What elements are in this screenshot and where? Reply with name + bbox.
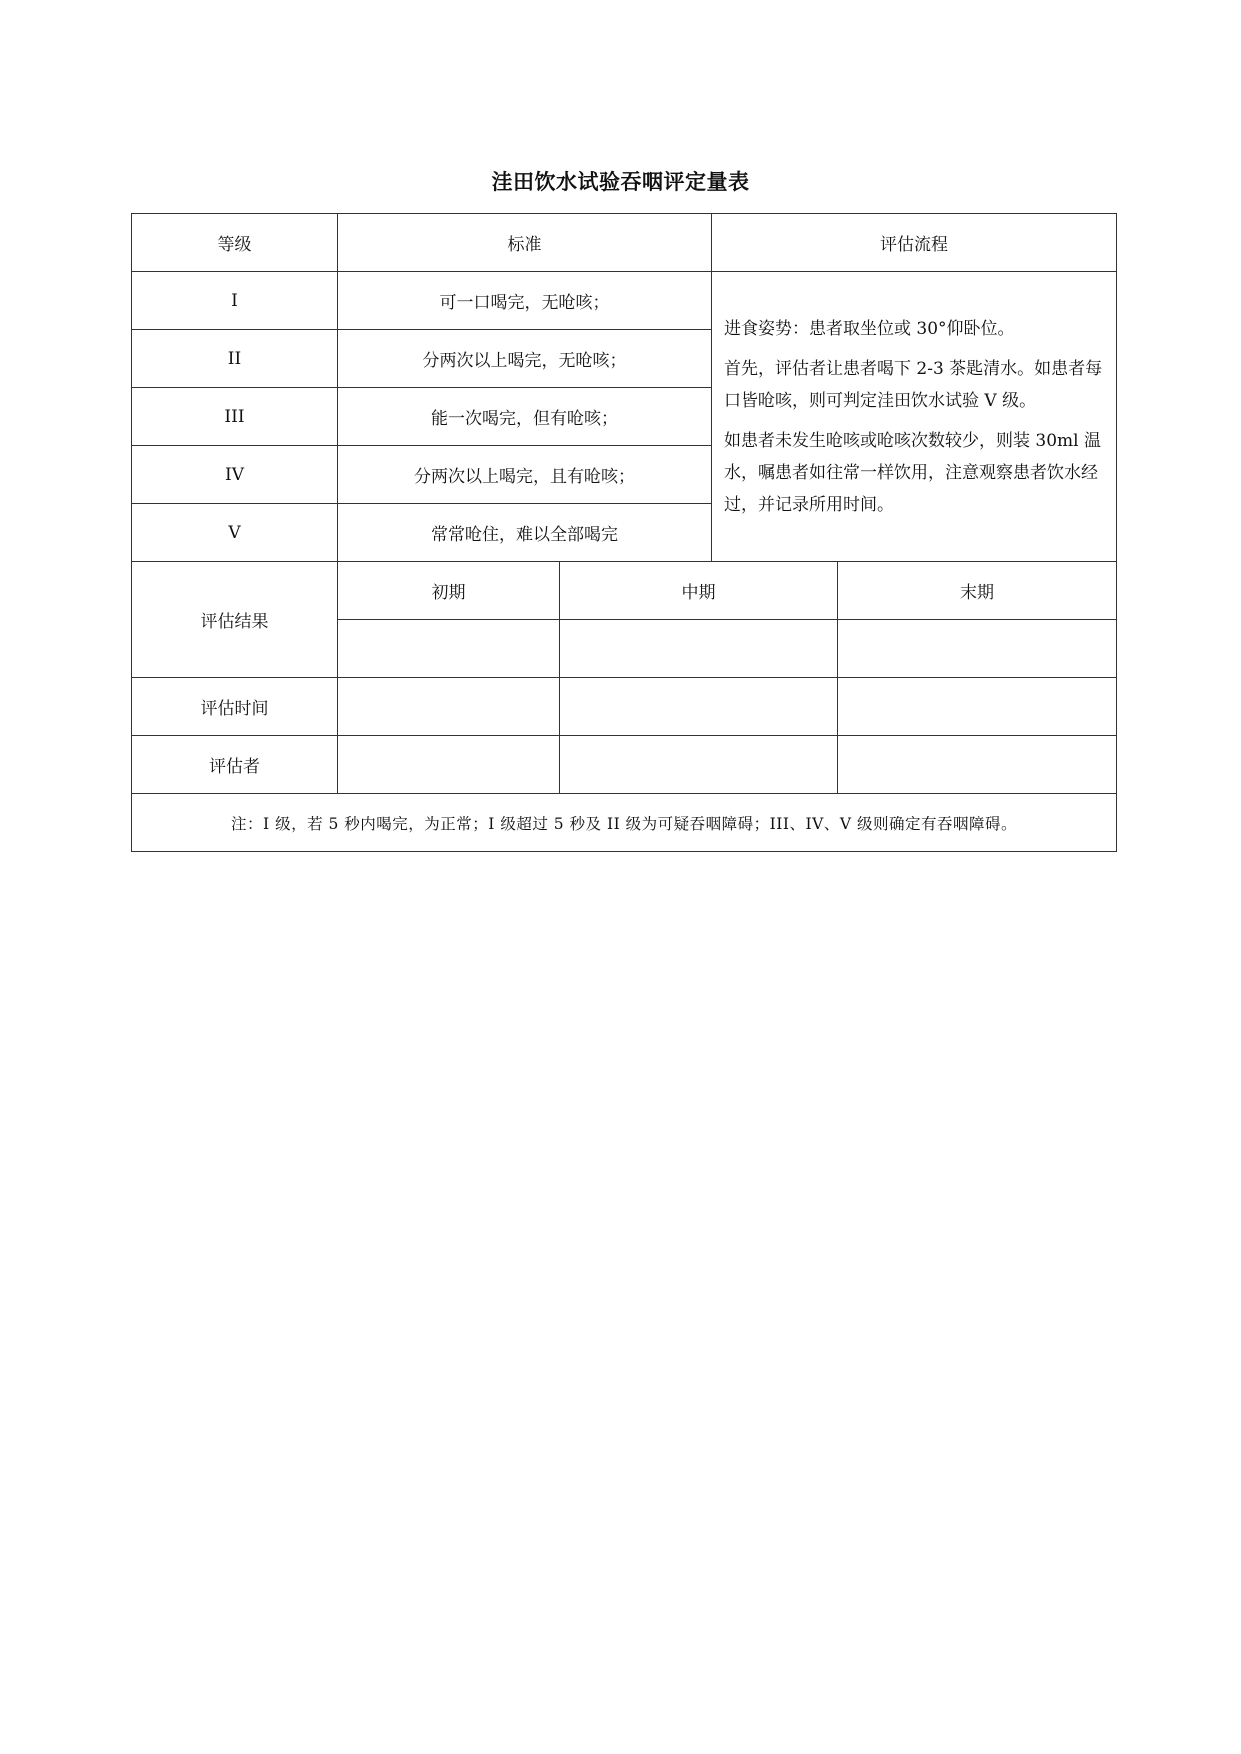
grade-label: II [132, 330, 338, 388]
result-middle-cell[interactable] [560, 620, 838, 678]
phase-early-header: 初期 [338, 562, 560, 620]
grade-row [132, 272, 1117, 330]
grade-label: IV [132, 446, 338, 504]
header-process: 评估流程 [712, 214, 1117, 272]
results-label: 评估结果 [132, 562, 338, 678]
grade-standard: 分两次以上喝完，且有呛咳； [338, 446, 712, 504]
process-description [712, 272, 1117, 562]
grade-standard: 能一次喝完，但有呛咳； [338, 388, 712, 446]
footnote: 注：I 级，若 5 秒内喝完，为正常；I 级超过 5 秒及 II 级为可疑吞咽障碍；III、IV、V 级则确定有吞咽障碍。 [132, 794, 1117, 852]
time-late-cell[interactable] [838, 678, 1117, 736]
time-early-cell[interactable] [338, 678, 560, 736]
assessment-time-row [132, 678, 1117, 736]
assessor-early-cell[interactable] [338, 736, 560, 794]
grade-label: III [132, 388, 338, 446]
header-standard: 标准 [338, 214, 712, 272]
process-paragraph: 进食姿势：患者取坐位或 30°仰卧位。 [724, 318, 1015, 339]
process-paragraph: 首先，评估者让患者喝下 2-3 茶匙清水。如患者每口皆呛咳，则可判定洼田饮水试验 V 级。 [724, 358, 1103, 411]
document-title: 洼田饮水试验吞咽评定量表 [491, 170, 750, 194]
assessor-late-cell[interactable] [838, 736, 1117, 794]
assessor-row [132, 736, 1117, 794]
header-grade: 等级 [132, 214, 338, 272]
time-middle-cell[interactable] [560, 678, 838, 736]
grade-label: I [132, 272, 338, 330]
note-row [132, 794, 1117, 852]
results-phase-row [132, 562, 1117, 620]
assessor-middle-cell[interactable] [560, 736, 838, 794]
process-paragraph: 如患者未发生呛咳或呛咳次数较少，则装 30ml 温水，嘱患者如往常一样饮用，注意观察患者饮水经过，并记录所用时间。 [724, 430, 1101, 515]
grade-label: V [132, 504, 338, 562]
assessment-time-label: 评估时间 [132, 678, 338, 736]
result-early-cell[interactable] [338, 620, 560, 678]
result-late-cell[interactable] [838, 620, 1117, 678]
phase-middle-header: 中期 [560, 562, 838, 620]
assessor-label: 评估者 [132, 736, 338, 794]
swallow-assessment-table [131, 213, 1117, 852]
header-row [132, 214, 1117, 272]
grade-standard: 常常呛住，难以全部喝完 [338, 504, 712, 562]
phase-late-header: 末期 [838, 562, 1117, 620]
grade-standard: 可一口喝完，无呛咳； [338, 272, 712, 330]
grade-standard: 分两次以上喝完，无呛咳； [338, 330, 712, 388]
